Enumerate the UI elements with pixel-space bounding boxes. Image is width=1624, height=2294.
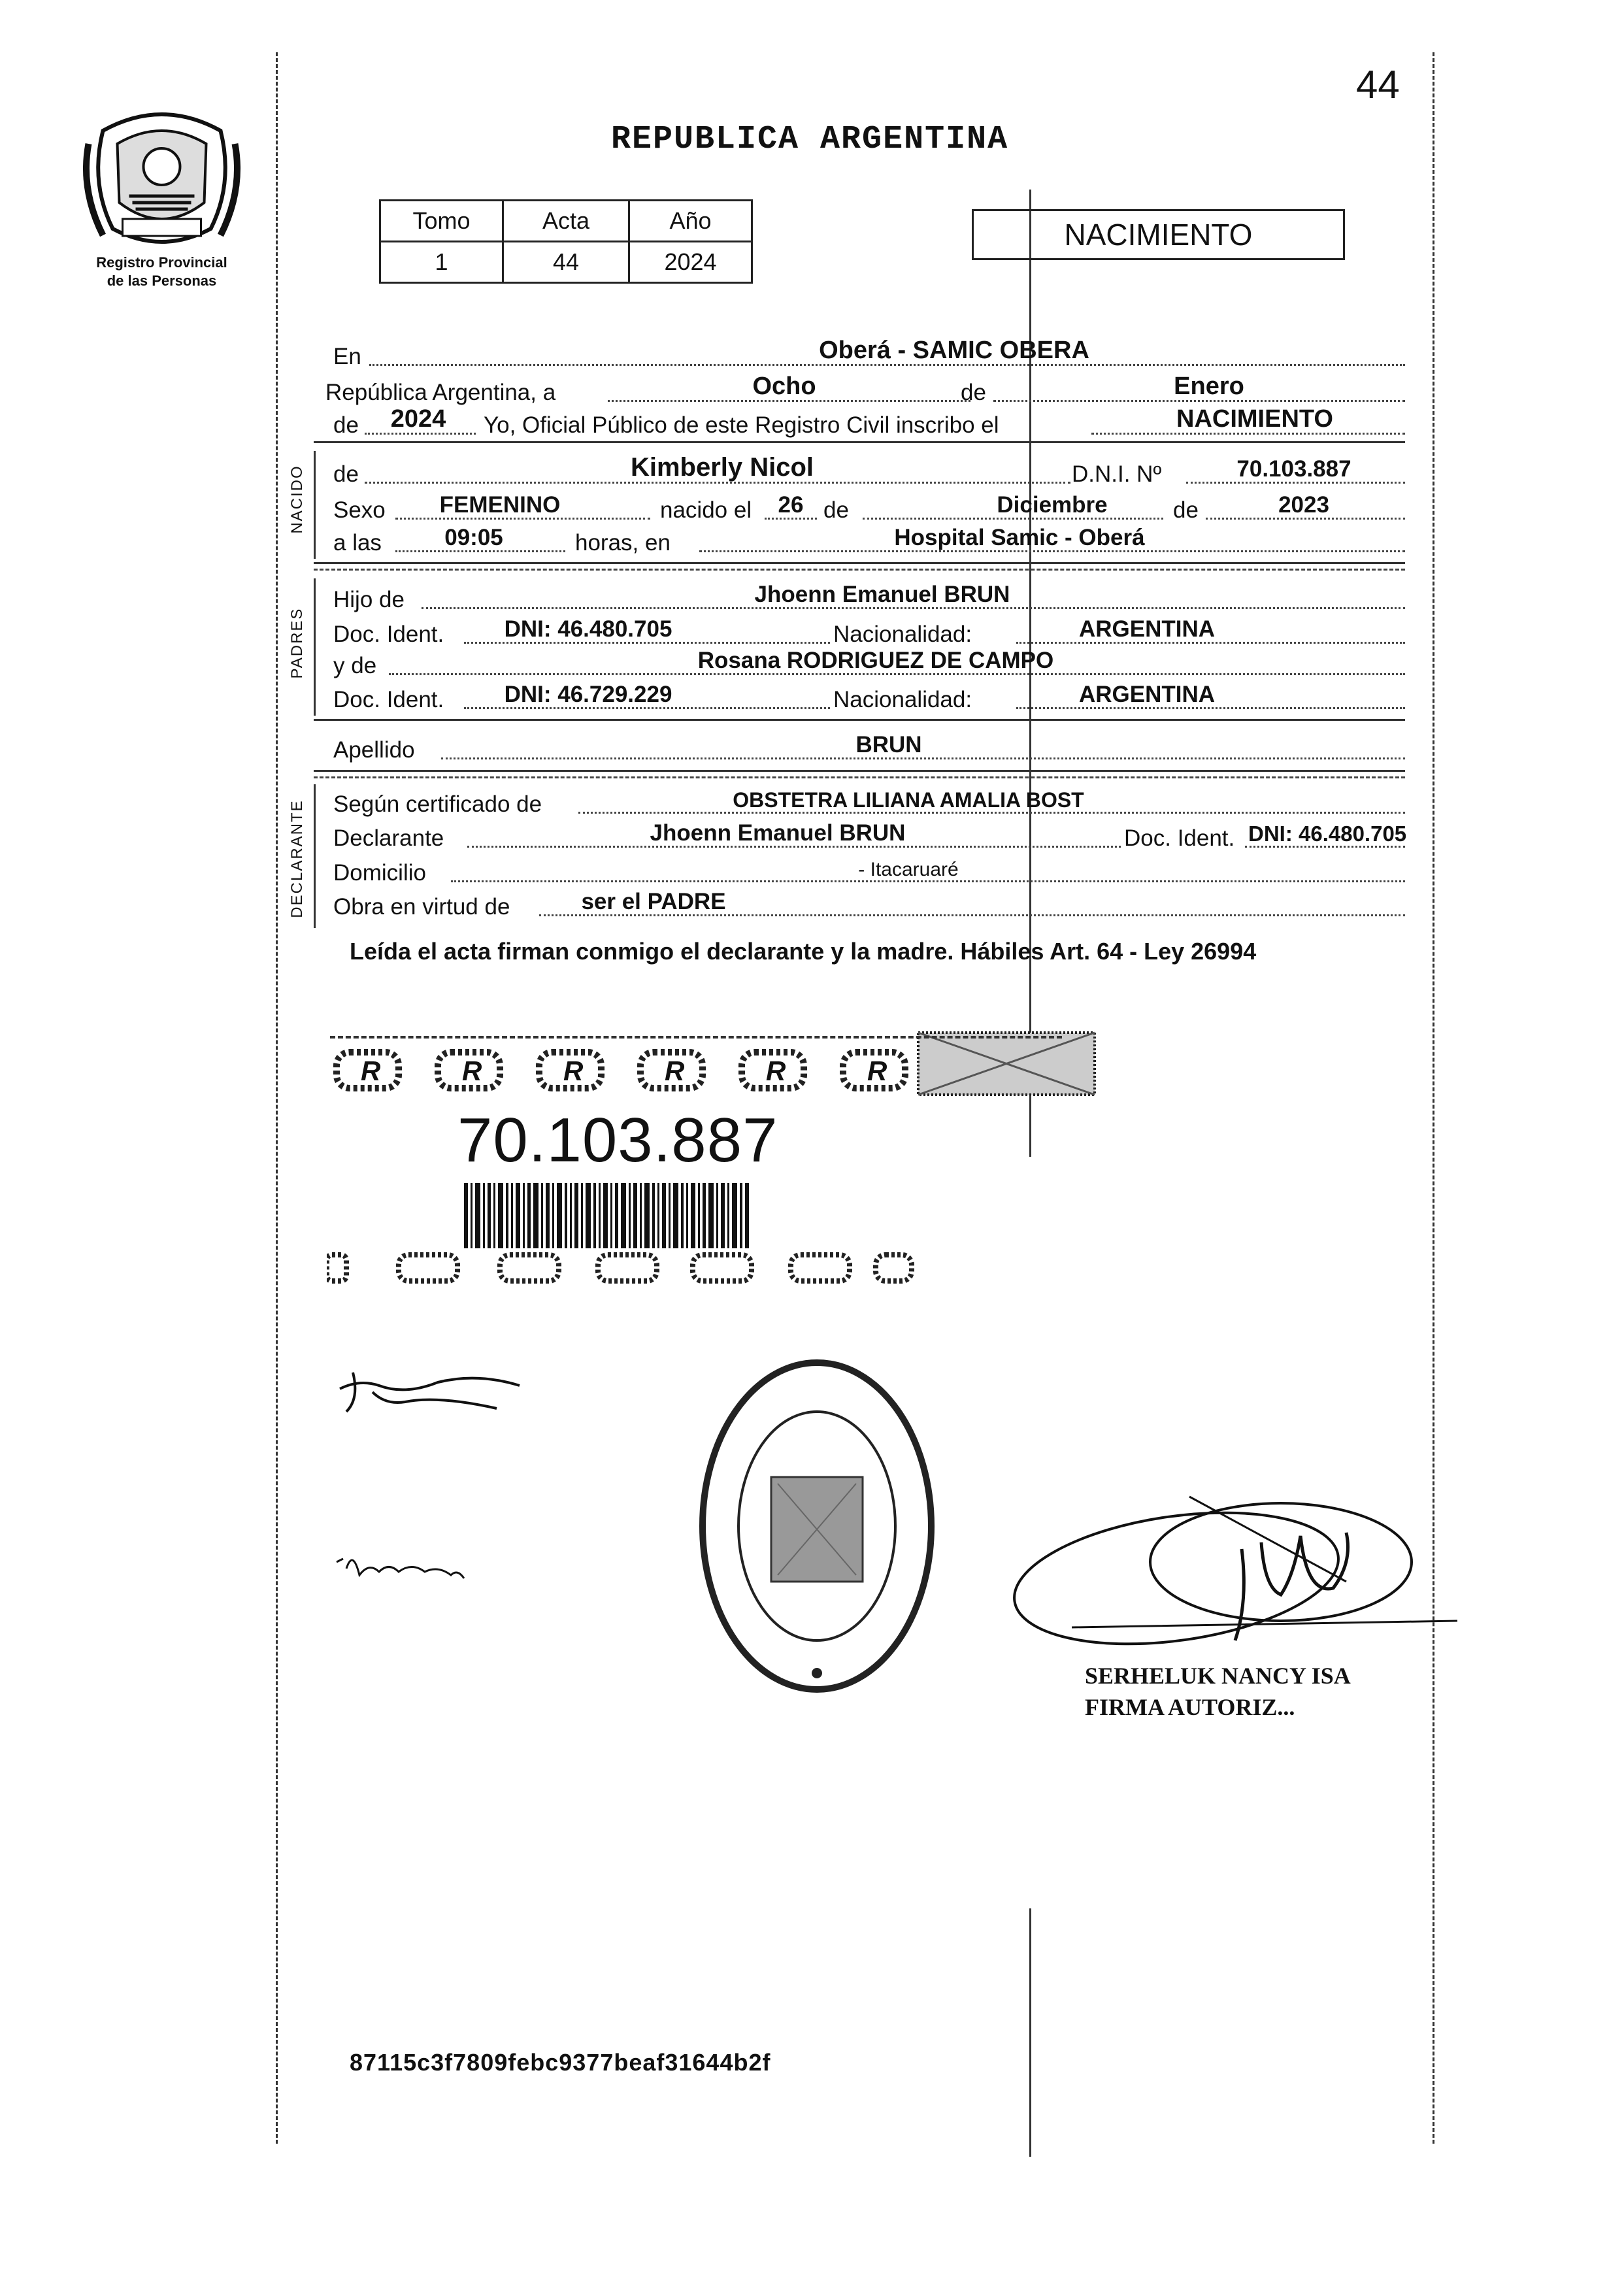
declarant-signature bbox=[333, 1359, 529, 1431]
sex-label: Sexo bbox=[333, 497, 386, 523]
security-mark-6: R bbox=[867, 1056, 887, 1086]
day-value: Ocho bbox=[752, 373, 816, 400]
row-father bbox=[333, 583, 1405, 614]
acts-as-value: ser el PADRE bbox=[581, 889, 726, 914]
section-divider bbox=[314, 441, 1405, 443]
birth-month-value: Diciembre bbox=[997, 492, 1108, 518]
section-label-declarante: DECLARANTE bbox=[288, 799, 306, 918]
birth-day-value: 26 bbox=[778, 492, 804, 518]
reference-table bbox=[379, 199, 753, 284]
born-label: nacido el bbox=[660, 497, 752, 523]
closing-statement: Leída el acta firman conmigo el declarante y la madre. Hábiles Art. 64 - Ley 26994 bbox=[350, 938, 1257, 965]
declarant-doc-label: Doc. Ident. bbox=[1124, 825, 1235, 851]
ref-header-anio: Año bbox=[629, 201, 752, 242]
left-margin-rule bbox=[276, 52, 278, 2144]
birth-de-label: de bbox=[823, 497, 849, 523]
page-number: 44 bbox=[1356, 63, 1400, 107]
signature-caption bbox=[1085, 1660, 1351, 1723]
security-mark-1: R bbox=[361, 1056, 381, 1086]
name-value: Kimberly Nicol bbox=[630, 453, 814, 482]
address-value: - Itacaruaré bbox=[858, 859, 959, 880]
sex-value: FEMENINO bbox=[439, 492, 561, 518]
father-nationality-label: Nacionalidad: bbox=[833, 622, 972, 647]
barcode bbox=[464, 1183, 752, 1248]
certificate-label: Según certificado de bbox=[333, 791, 542, 817]
date-de-label: de bbox=[961, 380, 986, 405]
ref-header-tomo: Tomo bbox=[380, 201, 503, 242]
row-time-place bbox=[333, 526, 1405, 557]
section-divider bbox=[314, 562, 1405, 564]
row-year bbox=[333, 405, 1405, 440]
dni-label: D.N.I. Nº bbox=[1072, 461, 1162, 487]
row-sex-birth bbox=[333, 493, 1405, 525]
security-mark-4: R bbox=[665, 1056, 685, 1086]
row-address bbox=[333, 856, 1405, 888]
record-type-box: NACIMIENTO bbox=[972, 209, 1345, 260]
officer-text: Yo, Oficial Público de este Registro Civil inscribo el bbox=[484, 412, 999, 438]
registry-caption bbox=[75, 254, 248, 290]
row-surname bbox=[333, 733, 1405, 765]
row-place bbox=[333, 337, 1405, 371]
security-strip-bottom bbox=[327, 1248, 915, 1288]
barcode-number: 70.103.887 bbox=[457, 1105, 778, 1175]
year-label: de bbox=[333, 412, 359, 438]
mother-signature bbox=[333, 1542, 490, 1595]
birth-year-label: de bbox=[1173, 497, 1199, 523]
dni-value: 70.103.887 bbox=[1236, 456, 1351, 482]
father-doc-label: Doc. Ident. bbox=[333, 622, 444, 647]
mother-nationality-value: ARGENTINA bbox=[1078, 682, 1216, 707]
document-hash: 87115c3f7809febc9377beaf31644b2f bbox=[350, 2049, 771, 2076]
security-mark-3: R bbox=[563, 1056, 584, 1086]
ref-value-tomo: 1 bbox=[380, 242, 503, 283]
registry-caption-line-1: Registro Provincial bbox=[96, 254, 227, 271]
place-label: En bbox=[333, 344, 361, 369]
mother-nationality-label: Nacionalidad: bbox=[833, 687, 972, 712]
ref-value-acta: 44 bbox=[503, 242, 629, 283]
signatory-name: SERHELUK NANCY ISA bbox=[1085, 1663, 1351, 1689]
birth-place-value: Hospital Samic - Oberá bbox=[894, 525, 1145, 550]
child-of-label: Hijo de bbox=[333, 587, 405, 612]
row-mother-doc bbox=[333, 683, 1405, 714]
section-label-padres: PADRES bbox=[288, 607, 306, 679]
security-strip-top bbox=[330, 1026, 1101, 1098]
mother-doc-value: DNI: 46.729.229 bbox=[504, 682, 672, 707]
country-title: REPUBLICA ARGENTINA bbox=[611, 121, 1009, 158]
surname-value: BRUN bbox=[855, 732, 922, 757]
section-label-nacido: NACIDO bbox=[288, 465, 306, 534]
row-mother bbox=[333, 649, 1405, 680]
security-pattern-bottom bbox=[327, 1248, 915, 1288]
signatory-role: FIRMA AUTORIZ... bbox=[1085, 1694, 1295, 1720]
right-margin-rule bbox=[1433, 52, 1434, 2144]
surname-label: Apellido bbox=[333, 737, 415, 763]
acts-as-label: Obra en virtud de bbox=[333, 894, 510, 920]
declarant-doc-value: DNI: 46.480.705 bbox=[1248, 822, 1407, 846]
row-name bbox=[333, 453, 1405, 489]
place-value: Oberá - SAMIC OBERA bbox=[819, 337, 1089, 364]
ref-header-acta: Acta bbox=[503, 201, 629, 242]
and-label: y de bbox=[333, 653, 377, 678]
act-type-value: NACIMIENTO bbox=[1176, 405, 1333, 433]
section-divider bbox=[314, 770, 1405, 772]
registry-caption-line-2: de las Personas bbox=[107, 273, 217, 289]
certificate-value: OBSTETRA LILIANA AMALIA BOST bbox=[733, 788, 1084, 812]
row-declarant bbox=[333, 822, 1405, 853]
father-nationality-value: ARGENTINA bbox=[1078, 616, 1216, 642]
security-mark-5: R bbox=[766, 1056, 786, 1086]
registry-logo bbox=[75, 105, 248, 248]
time-value: 09:05 bbox=[444, 525, 503, 550]
date-label: República Argentina, a bbox=[325, 380, 556, 405]
center-fold-line-lower bbox=[1029, 1908, 1031, 2157]
birth-place-label: horas, en bbox=[575, 530, 671, 556]
ref-value-anio: 2024 bbox=[629, 242, 752, 283]
birth-year-value: 2023 bbox=[1278, 492, 1329, 518]
address-label: Domicilio bbox=[333, 860, 426, 886]
security-mark-2: R bbox=[462, 1056, 482, 1086]
row-father-doc bbox=[333, 618, 1405, 649]
father-doc-value: DNI: 46.480.705 bbox=[504, 616, 672, 642]
row-certificate bbox=[333, 788, 1405, 819]
mother-doc-label: Doc. Ident. bbox=[333, 687, 444, 712]
declarant-label: Declarante bbox=[333, 825, 444, 851]
name-label: de bbox=[333, 461, 359, 487]
row-acts-as bbox=[333, 890, 1405, 922]
row-date bbox=[325, 373, 1405, 407]
declarant-value: Jhoenn Emanuel BRUN bbox=[650, 820, 906, 846]
father-value: Jhoenn Emanuel BRUN bbox=[754, 582, 1010, 607]
year-value: 2024 bbox=[390, 405, 446, 433]
month-value: Enero bbox=[1174, 373, 1244, 400]
section-divider bbox=[314, 719, 1405, 721]
time-label: a las bbox=[333, 530, 382, 556]
mother-value: Rosana RODRIGUEZ DE CAMPO bbox=[697, 648, 1054, 673]
official-stamp bbox=[686, 1353, 948, 1719]
